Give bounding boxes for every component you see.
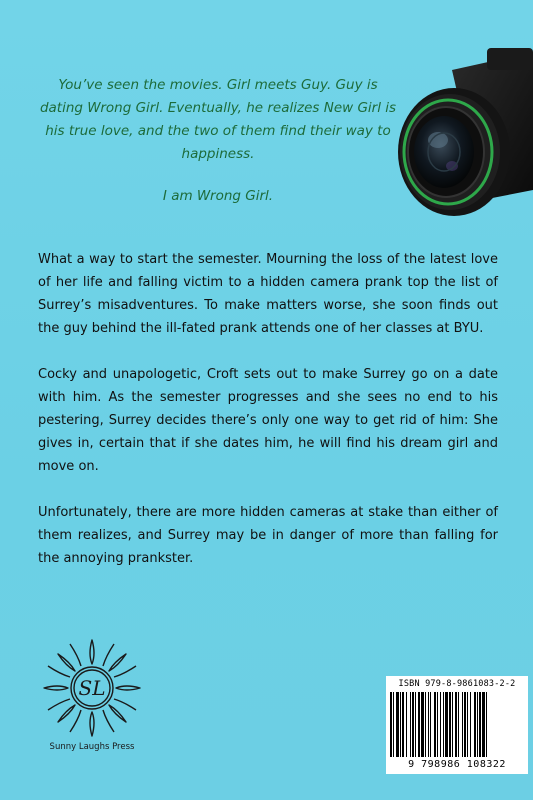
synopsis-paragraph-3: Unfortunately, there are more hidden cameras at stake than either of them realizes, and Surrey may be in danger of more than falling for the annoying prankster.: [38, 505, 498, 566]
barcode-digits: 9 798986 108322: [408, 759, 506, 770]
synopsis-paragraph-1: What a way to start the semester. Mourning the loss of the latest love of her life and falling victim to a hidden camera prank top the list of Surrey’s misadventures. To make matters worse, she soon finds out the guy behind the ill-fated prank attends one of her classes at BYU.: [38, 252, 498, 336]
barcode-bars: [390, 692, 524, 757]
synopsis: [38, 248, 498, 593]
publisher-monogram: SL: [78, 676, 106, 700]
publisher-sun-logo: [40, 636, 144, 740]
barcode-panel: [386, 676, 528, 774]
synopsis-paragraph-2: Cocky and unapologetic, Croft sets out to make Surrey go on a date with him. As the semester progresses and she sees no end to his pestering, Surrey decides there’s only one way to get rid of him: She gives in, certain that if she dates him, he will find his dream girl and move on.: [38, 367, 498, 474]
camera-icon: [392, 40, 533, 225]
publisher-name: Sunny Laughs Press: [49, 742, 135, 752]
tagline-text: You’ve seen the movies. Girl meets Guy. Guy is dating Wrong Girl. Eventually, he realizes New Girl is his true love, and the two of them find their way to happiness.: [39, 77, 397, 162]
tagline: [38, 74, 398, 208]
tagline-quote: I am Wrong Girl.: [162, 188, 274, 204]
isbn-label: ISBN 979-8-9861083-2-2: [398, 679, 516, 689]
